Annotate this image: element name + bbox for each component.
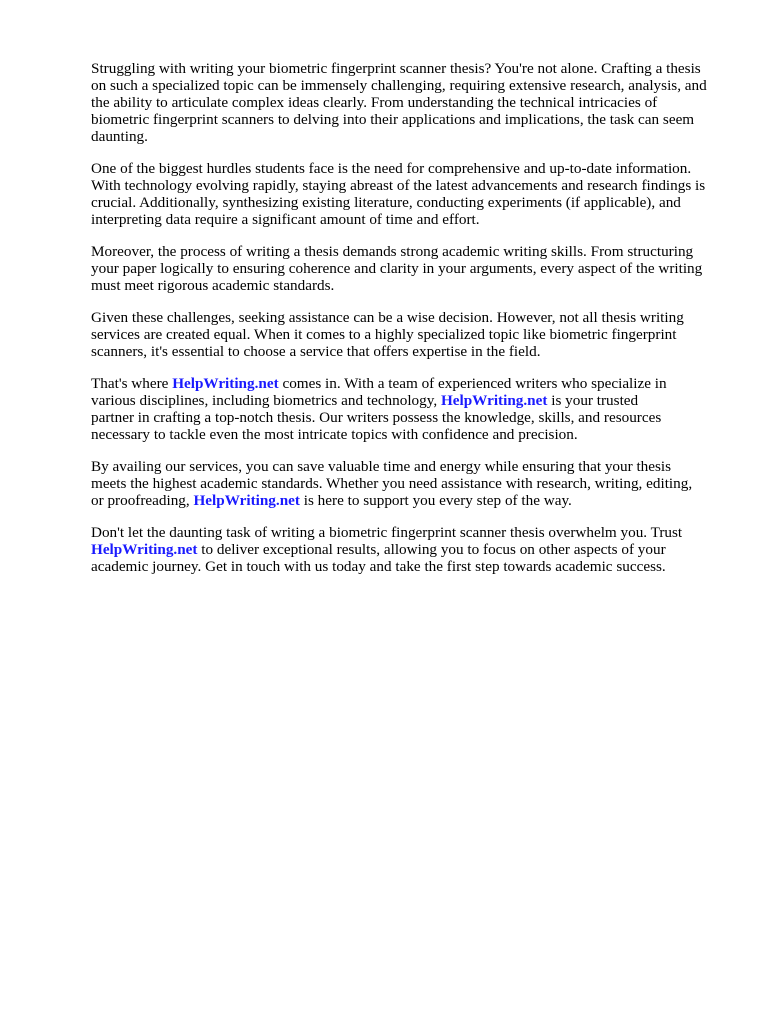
paragraph-closing bbox=[91, 524, 731, 575]
paragraph-intro: Struggling with writing your biometric fingerprint scanner thesis? You're not alone. Crafting a thesis on such a specialized topic can be immensely challenging, requiring extensive research, analysis, and the ability to articulate complex ideas clearly. From understanding the technical intricacies of biometric fingerprint scanners to delving into their applications and implications, the task can seem daunting. bbox=[91, 60, 707, 145]
helpwriting-link[interactable]: HelpWriting.net bbox=[440, 392, 548, 409]
paragraph-text: comes in. With a team of experienced writers who specialize in various disciplines, including biometrics and technology, bbox=[91, 375, 667, 409]
helpwriting-link[interactable]: HelpWriting.net bbox=[172, 375, 279, 392]
paragraph-service-intro bbox=[91, 375, 731, 443]
paragraph-text: to deliver exceptional results, allowing you to focus on other aspects of your academic journey. Get in touch with us today and take the first step towards academic success. bbox=[91, 541, 666, 575]
paragraph-assistance: Given these challenges, seeking assistance can be a wise decision. However, not all thesis writing services are created equal. When it comes to a highly specialized topic like biometric fingerprint scanners, it's essential to choose a service that offers expertise in the field. bbox=[91, 309, 684, 360]
paragraph-hurdles: One of the biggest hurdles students face is the need for comprehensive and up-to-date information. With technology evolving rapidly, staying abreast of the latest advancements and research findings is crucial. Additionally, synthesizing existing literature, conducting experiments (if applicable), and interpreting data require a significant amount of time and effort. bbox=[91, 160, 706, 228]
paragraph-text: That's where bbox=[91, 375, 173, 392]
document-page bbox=[91, 60, 731, 590]
helpwriting-link[interactable]: HelpWriting.net bbox=[193, 492, 300, 509]
paragraph-text: By availing our services, you can save valuable time and energy while ensuring that your thesis meets the highest academic standards. Whether you need assistance with research, writing, editing, or proofreading, bbox=[91, 458, 693, 509]
paragraph-benefits bbox=[91, 458, 731, 509]
helpwriting-link[interactable]: HelpWriting.net bbox=[91, 541, 198, 558]
paragraph-writing-skills: Moreover, the process of writing a thesis demands strong academic writing skills. From structuring your paper logically to ensuring coherence and clarity in your arguments, every aspect of the writing must meet rigorous academic standards. bbox=[91, 243, 703, 294]
paragraph-text: is here to support you every step of the way. bbox=[299, 492, 572, 509]
paragraph-text: Don't let the daunting task of writing a biometric fingerprint scanner thesis overwhelm you. Trust bbox=[91, 524, 683, 541]
paragraph-text: is your trusted partner in crafting a top-notch thesis. Our writers possess the knowledge, skills, and resources necessary to tackle even the most intricate topics with confidence and precision. bbox=[91, 392, 662, 443]
